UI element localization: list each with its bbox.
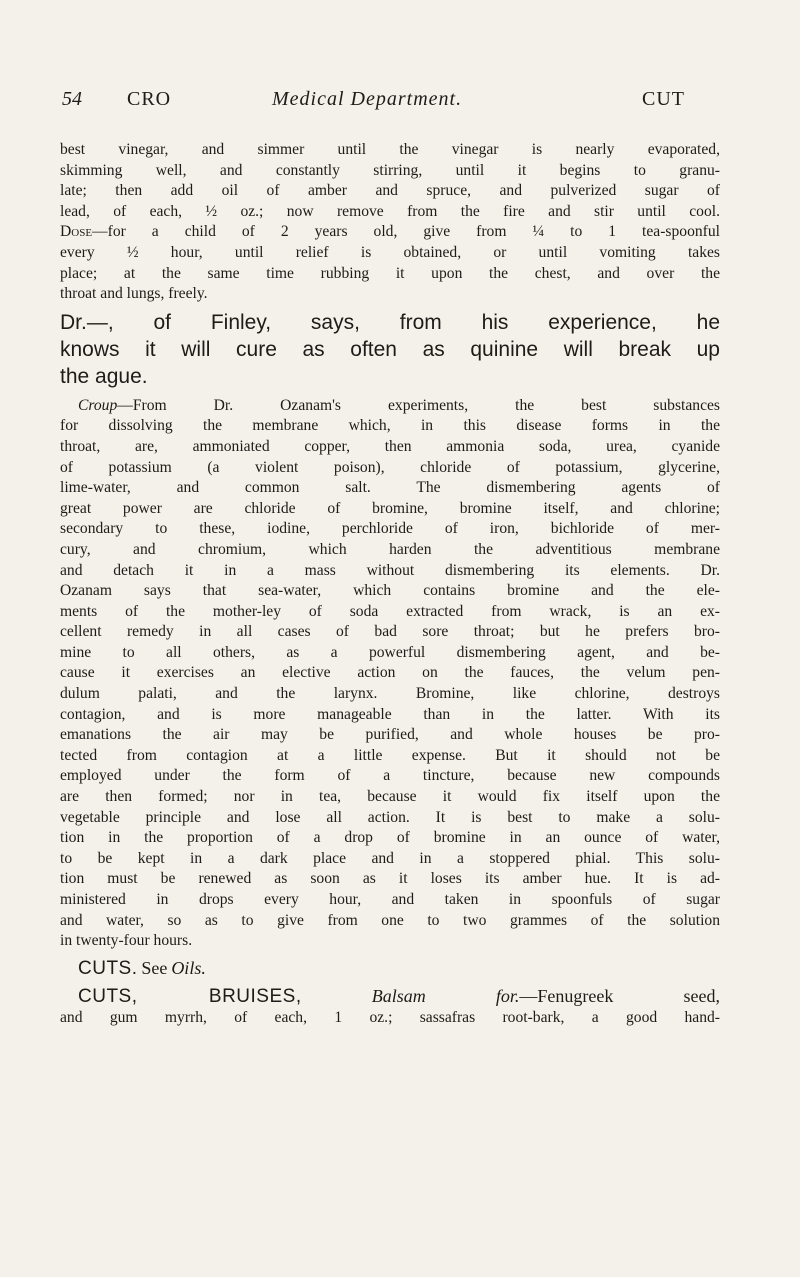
see-word: See	[141, 957, 168, 978]
text-line: lime-water, and common salt. The dismembering agents of	[60, 479, 720, 497]
balsam-heading: Balsam for.	[371, 986, 520, 1007]
text-line: cellent remedy in all cases of bad sore throat; but he prefers bro-	[60, 623, 720, 641]
text-line: great power are chloride of bromine, bromine itself, and chlorine;	[60, 499, 720, 517]
croup-heading: Croup	[78, 396, 118, 414]
entry-cuts-see-oils	[60, 958, 720, 981]
large-text-line: Dr.—, of Finley, says, from his experience, he	[60, 310, 720, 334]
croup-first-line: —From Dr. Ozanam's experiments, the best substances	[117, 396, 720, 414]
see-reference: Oils.	[171, 957, 206, 978]
cuts-bruises-rest: —Fenugreek seed,	[519, 986, 720, 1007]
text-line: best vinegar, and simmer until the vinegar is nearly evaporated,	[60, 141, 720, 158]
text-line: employed under the form of a tincture, because new compounds	[60, 767, 720, 785]
large-text-line: the ague.	[60, 364, 148, 388]
text-line: dulum palati, and the larynx. Bromine, like chlorine, destroys	[60, 685, 720, 703]
text-line-dose	[60, 222, 720, 243]
text-line: throat, are, ammoniated copper, then ammonia soda, urea, cyanide	[60, 437, 720, 455]
text-line: and water, so as to give from one to two grammes of the solution	[60, 911, 720, 929]
text-line: every ½ hour, until relief is obtained, or until vomiting takes	[60, 243, 720, 261]
text-line: and detach it in a mass without dismembering its elements. Dr.	[60, 561, 720, 579]
page-number: 54	[62, 88, 82, 110]
large-text-line: knows it will cure as often as quinine will break up	[60, 337, 720, 361]
text-line: lead, of each, ½ oz.; now remove from the fire and stir until cool.	[60, 202, 720, 220]
text-line: cause it exercises an elective action on the fauces, the velum pen-	[60, 664, 720, 682]
text-line: are then formed; nor in tea, because it would fix itself upon the	[60, 788, 720, 806]
paragraph-finley	[60, 309, 720, 390]
text-line: tion in the proportion of a drop of bromine in an ounce of water,	[60, 829, 720, 847]
text-line: of potassium (a violent poison), chloride of potassium, glycerine,	[60, 458, 720, 476]
text-line: throat and lungs, freely.	[60, 285, 208, 303]
text-line: skimming well, and constantly stirring, until it begins to granu-	[60, 161, 720, 179]
text-line: tected from contagion at a little expense. But it should not be	[60, 746, 720, 764]
running-header	[62, 62, 742, 108]
text-line: vegetable principle and lose all action. It is best to make a solu-	[60, 808, 720, 826]
dose-text: for a child of 2 years old, give from ¼ to 1 tea-spoonful	[107, 223, 720, 241]
text-line: and gum myrrh, of each, 1 oz.; sassafras root-bark, a good hand-	[60, 1008, 720, 1026]
page-body	[60, 140, 720, 1029]
text-line: in twenty-four hours.	[60, 932, 193, 950]
text-line: ments of the mother-ley of soda extracted from wrack, is an ex-	[60, 602, 720, 620]
paragraph-vinegar	[60, 140, 720, 305]
text-line: ministered in drops every hour, and taken in spoonfuls of sugar	[60, 891, 720, 908]
header-right-word: CUT	[642, 88, 685, 110]
text-line: contagion, and is more manageable than in the latter. With its	[60, 705, 720, 723]
text-line: secondary to these, iodine, perchloride of iron, bichloride of mer-	[60, 520, 720, 538]
header-title: Medical Department.	[272, 88, 463, 110]
text-line: place; at the same time rubbing it upon the chest, and over the	[60, 264, 720, 282]
text-line-croup	[60, 396, 720, 417]
entry-cuts-bruises	[60, 986, 720, 1028]
dose-label: Dose—	[60, 223, 108, 241]
header-left-word: CRO	[127, 88, 172, 110]
cuts-bruises-heading: CUTS, BRUISES,	[78, 986, 302, 1008]
text-line: tion must be renewed as soon as it loses its amber hue. It is ad-	[60, 870, 720, 888]
text-line: to be kept in a dark place and in a stoppered phial. This solu-	[60, 849, 720, 867]
text-line: mine to all others, as a powerful dismembering agent, and be-	[60, 643, 720, 661]
text-line: emanations the air may be purified, and whole houses be pro-	[60, 726, 720, 744]
paragraph-croup	[60, 396, 720, 952]
text-line: late; then add oil of amber and spruce, and pulverized sugar of	[60, 182, 720, 200]
cuts-heading: CUTS.	[78, 957, 138, 979]
text-line: cury, and chromium, which harden the adventitious membrane	[60, 540, 720, 558]
text-line-cuts-bruises	[60, 986, 720, 1008]
text-line: Ozanam says that sea-water, which contains bromine and the ele-	[60, 582, 720, 600]
text-line: for dissolving the membrane which, in this disease forms in the	[60, 417, 720, 435]
